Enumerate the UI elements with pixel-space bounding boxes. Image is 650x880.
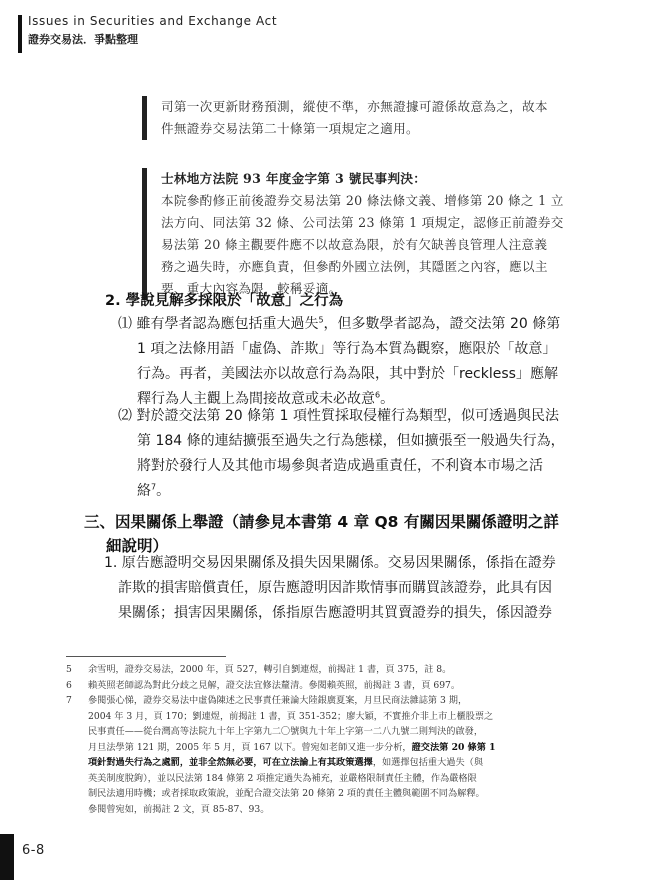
para-line: ⑵ 對於證交法第 20 條第 1 項性質採取侵權行為類型，似可透過與民法 <box>118 408 559 424</box>
section-heading-2: 2. 學說見解多採限於「故意」之行為 <box>105 293 344 309</box>
para-line <box>118 312 560 337</box>
text-run: 月旦法學第 121 期，2005 年 5 月，頁 167 以下。曾宛如老師又進一步分析， <box>88 741 412 753</box>
paragraph-2-2 <box>118 404 565 504</box>
footnote-line: 賴英照老師認為對此分歧之見解，證交法宜修法釐清。參閱賴英照，前揭註 3 書，頁 697。 <box>88 679 461 691</box>
para-line: 行為。再者，美國法亦以故意行為為限，其中對於「reckless」應解 <box>137 366 558 382</box>
footnote-ref-6[interactable]: 6 <box>375 390 381 400</box>
text-run: 。 <box>156 483 171 499</box>
footnote-line: 參閱曾宛如，前揭註 2 文，頁 85-87、93。 <box>88 803 270 815</box>
footnote-separator <box>66 656 226 657</box>
footnote-line <box>88 740 496 756</box>
footnote-line: 英美制度脫鉤），並以民法第 184 條第 2 項推定過失為補充，並嚴格限制責任主體，作為嚴格限 <box>88 772 477 784</box>
para-line: 第 184 條的連結擴張至過失之行為態樣，但如擴張至一般過失行為， <box>137 433 565 449</box>
text-run: 。 <box>380 391 395 407</box>
footnote-ref-5[interactable]: 5 <box>318 315 324 325</box>
text-run: ，但多數學者認為，證交法第 20 條第 <box>323 316 561 332</box>
text-run: ，如選擇包括重大過失（與 <box>372 757 484 768</box>
footnote-6 <box>66 678 586 694</box>
quote-line: 件無證券交易法第二十條第一項規定之適用。 <box>161 121 419 136</box>
para-line: 果關係；損害因果關係，係指原告應證明其買賣證券的損失，係因證券 <box>118 605 552 621</box>
quote-line: 司第一次更新財務預測，縱使不準，亦無證據可證係故意為之，故本 <box>161 99 548 114</box>
footnote-line: 民事責任——從台灣高等法院九十年上字第九二〇號與九十年上字第一二八九號二則判決的啟發， <box>88 726 484 737</box>
case-quote-2 <box>142 168 573 300</box>
footnote-line: 2004 年 3 月，頁 170；劉連煜，前揭註 1 書，頁 351-352；廖大穎，不實推介非上市上櫃股票之 <box>88 710 494 722</box>
text-run: 釋行為人主觀上為間接故意或未必故意 <box>137 391 375 407</box>
para-line: 1 項之法條用語「虛偽、詐欺」等行為本質為觀察，應限於「故意」 <box>137 341 557 357</box>
footnote-number: 7 <box>66 695 72 706</box>
quote-line: 法方向、同法第 32 條、公司法第 23 條第 1 項規定，認修正前證券交 <box>161 215 564 230</box>
page-number: 6-8 <box>22 843 45 858</box>
footnote-7 <box>66 693 586 817</box>
para-line <box>118 479 565 504</box>
footnotes <box>66 662 586 817</box>
footnote-number: 5 <box>66 664 72 675</box>
bold-run: 證交法第 20 條第 1 <box>411 741 496 753</box>
para-line: 將對於發行人及其他市場參與者造成過重責任，不利資本市場之活 <box>137 458 543 474</box>
footnote-line <box>88 755 496 771</box>
text-run: 絡 <box>137 483 151 499</box>
paragraph-2-1 <box>118 312 560 412</box>
text-run: ⑴ 雖有學者認為應包括重大過失 <box>118 316 319 332</box>
footnote-ref-7[interactable]: 7 <box>151 482 157 492</box>
running-header-chinese: 證券交易法．爭點整理 <box>28 33 138 46</box>
quote-line: 本院參酌修正前後證券交易法第 20 條法條文義、增修第 20 條之 1 立 <box>161 193 564 208</box>
header-bar <box>18 15 22 53</box>
running-header-english: Issues in Securities and Exchange Act <box>28 14 278 28</box>
footnote-5 <box>66 662 586 678</box>
quote-title: 士林地方法院 93 年度金字第 3 號民事判決： <box>161 171 427 186</box>
quote-line: 務之過失時，亦應負責，但參酌外國立法例，其隱匿之內容，應以主 <box>161 259 548 274</box>
para-line: 詐欺的損害賠償責任，原告應證明因詐欺情事而購買該證券，此具有因 <box>118 580 552 596</box>
heading-line: 細說明） <box>106 537 169 555</box>
footnote-line: 參閱張心悌，證券交易法中虛偽陳述之民事責任兼論大陸銀廣夏案，月旦民商法雜誌第 3 期， <box>88 695 468 706</box>
bold-run: 項針對過失行為之處罰，並非全然無必要，可在立法論上有其政策選擇 <box>88 757 373 768</box>
quote-line: 要、重大內容為限，較稱妥適。 <box>161 281 342 296</box>
paragraph-3-1 <box>104 551 556 626</box>
footnote-number: 6 <box>66 679 72 691</box>
footnote-line: 制民法適用時機；或者採取政策說，並配合證交法第 20 條第 2 項的責任主體與範圍不同為解釋。 <box>88 788 485 799</box>
heading-line: 三、因果關係上舉證（請參見本書第 4 章 Q8 有關因果關係證明之詳 <box>84 513 559 531</box>
para-line: 1. 原告應證明交易因果關係及損失因果關係。交易因果關係，係指在證券 <box>104 555 556 571</box>
quote-line: 易法第 20 條主觀要件應不以故意為限，於有欠缺善良管理人注意義 <box>161 237 548 252</box>
page-number-tab <box>0 834 14 880</box>
case-quote-1 <box>142 96 573 140</box>
footnote-line: 余雪明，證券交易法，2000 年，頁 527，轉引自劉連煜，前揭註 1 書，頁 375，註 8。 <box>88 664 452 675</box>
